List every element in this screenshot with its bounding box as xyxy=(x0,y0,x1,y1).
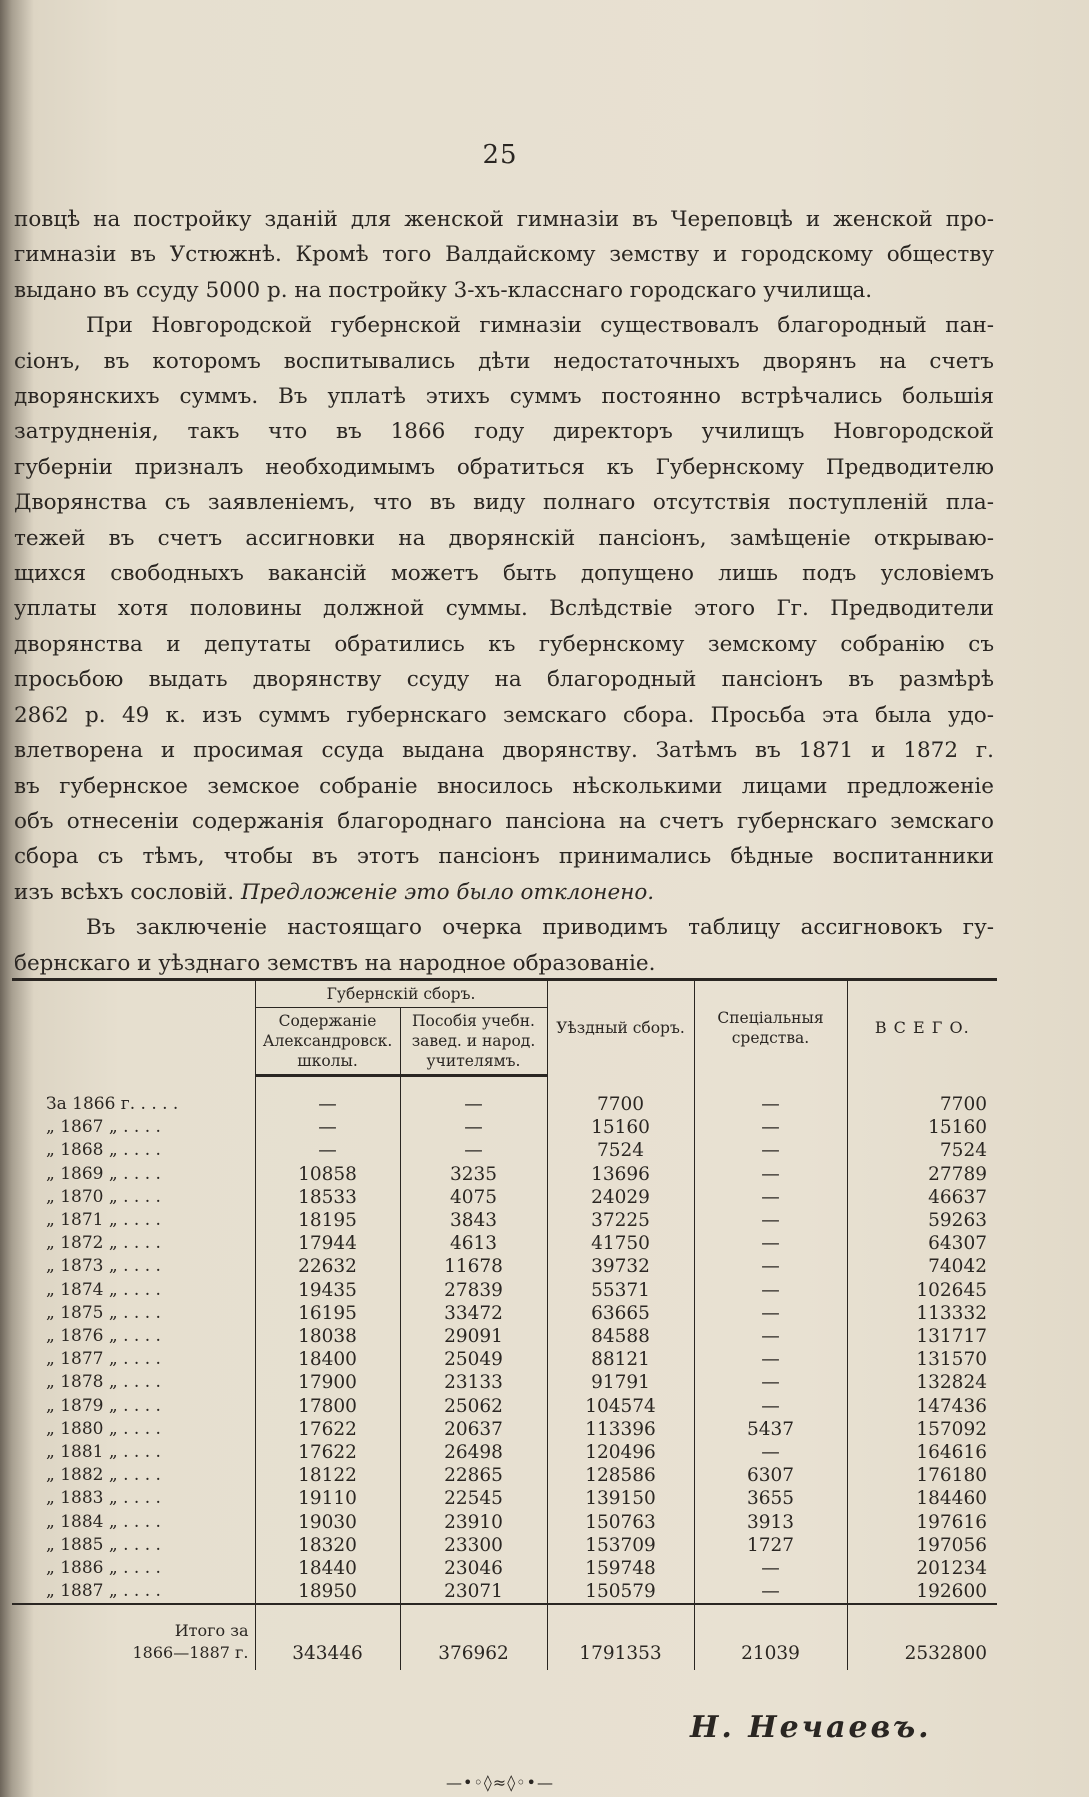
cell-year: „ 1871 „ . . . . xyxy=(46,1210,161,1231)
cell-total: 184460 xyxy=(847,1487,997,1510)
cell-year: „ 1881 „ . . . . xyxy=(46,1442,161,1463)
cell-year: „ 1882 „ . . . . xyxy=(46,1465,161,1486)
cell-uezd: 63665 xyxy=(547,1302,694,1325)
cell-posobiya: 23300 xyxy=(400,1534,547,1557)
table-row xyxy=(12,1580,997,1604)
cell-special: — xyxy=(694,1580,847,1604)
cell-total: 27789 xyxy=(847,1163,997,1186)
cell-special: — xyxy=(694,1557,847,1580)
cell-posobiya: 11678 xyxy=(400,1255,547,1278)
table-row xyxy=(12,1534,997,1557)
table-row xyxy=(12,1232,997,1255)
text-line: уплаты хотя половины должной суммы. Вслѣдствіе этого Гг. Предводители xyxy=(14,596,994,622)
cell-posobiya: 22865 xyxy=(400,1464,547,1487)
cell-special: 6307 xyxy=(694,1464,847,1487)
text-line: повцѣ на постройку зданій для женской гимназіи въ Череповцѣ и женской про- xyxy=(14,207,994,232)
spacer-cell xyxy=(400,1076,547,1094)
cell-school: 17900 xyxy=(255,1371,400,1394)
text-line: тежей въ счетъ ассигновки на дворянскій пансіонъ, замѣщеніе открываю- xyxy=(14,525,994,551)
cell-school: 19435 xyxy=(255,1279,400,1302)
total-posobiya: 376962 xyxy=(400,1604,547,1670)
cell-posobiya: 27839 xyxy=(400,1279,547,1302)
cell-year: „ 1877 „ . . . . xyxy=(46,1349,161,1370)
cell-total: 131570 xyxy=(847,1348,997,1371)
cell-year: „ 1869 „ . . . . xyxy=(46,1163,161,1184)
cell-year: „ 1884 „ . . . . xyxy=(46,1511,161,1532)
table-body xyxy=(12,1076,997,1605)
italic-sentence: Предложеніе это было отклонено. xyxy=(240,879,655,905)
cell-posobiya: 23046 xyxy=(400,1557,547,1580)
paragraphs xyxy=(14,202,994,981)
cell-total: 201234 xyxy=(847,1557,997,1580)
table-row xyxy=(12,1209,997,1232)
cell-year: „ 1886 „ . . . . xyxy=(46,1558,161,1579)
cell-school: 18038 xyxy=(255,1325,400,1348)
cell-total: 176180 xyxy=(847,1464,997,1487)
text-line: просьбою выдать дворянству ссуду на благородный пансіонъ въ размѣрѣ xyxy=(14,667,994,693)
allocations-table-wrap xyxy=(12,978,997,1694)
cell-special: 3655 xyxy=(694,1487,847,1510)
cell-posobiya: 4613 xyxy=(400,1232,547,1255)
cell-special: — xyxy=(694,1441,847,1464)
cell-total: 164616 xyxy=(847,1441,997,1464)
cell-uezd: 150579 xyxy=(547,1580,694,1604)
cell-special: — xyxy=(694,1302,847,1325)
cell-school: 18440 xyxy=(255,1557,400,1580)
spacer-cell xyxy=(547,1076,694,1094)
cell-posobiya: 26498 xyxy=(400,1441,547,1464)
cell-uezd: 24029 xyxy=(547,1186,694,1209)
cell-total: 59263 xyxy=(847,1209,997,1232)
gub-school-header: Содержаніе Александровск. школы. xyxy=(255,1008,400,1076)
total-school: 343446 xyxy=(255,1604,400,1670)
cell-total: 132824 xyxy=(847,1371,997,1394)
spacer-cell xyxy=(694,1076,847,1094)
cell-posobiya: 23910 xyxy=(400,1511,547,1534)
cell-uezd: 104574 xyxy=(547,1395,694,1418)
cell-uezd: 153709 xyxy=(547,1534,694,1557)
text-line: щихся свободныхъ вакансій можетъ быть допущено лишь подъ условіемъ xyxy=(14,561,994,587)
cell-uezd: 128586 xyxy=(547,1464,694,1487)
text-segment: изъ всѣхъ сословій. xyxy=(14,879,235,905)
cell-uezd: 55371 xyxy=(547,1279,694,1302)
cell-school: 18122 xyxy=(255,1464,400,1487)
cell-school: 18533 xyxy=(255,1186,400,1209)
cell-posobiya: 23071 xyxy=(400,1580,547,1604)
cell-posobiya: — xyxy=(400,1139,547,1162)
cell-posobiya: 25049 xyxy=(400,1348,547,1371)
table-row xyxy=(12,1418,997,1441)
cell-special: — xyxy=(694,1163,847,1186)
cell-uezd: 7700 xyxy=(547,1093,694,1116)
cell-school: 17622 xyxy=(255,1418,400,1441)
cell-uezd: 91791 xyxy=(547,1371,694,1394)
cell-posobiya: 3235 xyxy=(400,1163,547,1186)
cell-special: — xyxy=(694,1116,847,1139)
text-line: бернскаго и уѣзднаго земствъ на народное образованіе. xyxy=(14,950,656,976)
table-row xyxy=(12,1511,997,1534)
cell-school: — xyxy=(255,1093,400,1116)
cell-year: За 1866 г. . . . . xyxy=(46,1094,179,1114)
text-line: влетворена и просимая ссуда выдана дворянству. Затѣмъ въ 1871 и 1872 г. xyxy=(14,738,994,764)
cell-school: 16195 xyxy=(255,1302,400,1325)
text-line: дворянскихъ суммъ. Въ уплатѣ этихъ суммъ постоянно встрѣчались большія xyxy=(14,384,994,410)
cell-special: — xyxy=(694,1371,847,1394)
table-row xyxy=(12,1464,997,1487)
cell-total: 197056 xyxy=(847,1534,997,1557)
cell-year: „ 1868 „ . . . . xyxy=(46,1140,161,1161)
cell-posobiya: 29091 xyxy=(400,1325,547,1348)
cell-year: „ 1870 „ . . . . xyxy=(46,1186,161,1207)
cell-uezd: 88121 xyxy=(547,1348,694,1371)
cell-total: 192600 xyxy=(847,1580,997,1604)
cell-posobiya: 20637 xyxy=(400,1418,547,1441)
cell-posobiya: 4075 xyxy=(400,1186,547,1209)
cell-total: 131717 xyxy=(847,1325,997,1348)
cell-special: — xyxy=(694,1209,847,1232)
allocations-table xyxy=(12,978,997,1670)
text-line: сбора съ тѣмъ, чтобы въ этотъ пансіонъ принимались бѣдные воспитанники xyxy=(14,844,994,870)
cell-special: — xyxy=(694,1255,847,1278)
cell-total: 15160 xyxy=(847,1116,997,1139)
cell-school: 17622 xyxy=(255,1441,400,1464)
cell-uezd: 7524 xyxy=(547,1139,694,1162)
cell-special: — xyxy=(694,1348,847,1371)
totals-label-line1: Итого за xyxy=(174,1621,249,1641)
cell-uezd: 41750 xyxy=(547,1232,694,1255)
cell-year: „ 1873 „ . . . . xyxy=(46,1256,161,1277)
gub-group-header: Губернскій сборъ. xyxy=(255,980,547,1008)
table-row xyxy=(12,1302,997,1325)
cell-posobiya: 25062 xyxy=(400,1395,547,1418)
cell-uezd: 113396 xyxy=(547,1418,694,1441)
table-row xyxy=(12,1395,997,1418)
spacer-cell xyxy=(12,1076,255,1094)
page-number: 25 xyxy=(482,140,518,170)
cell-school: — xyxy=(255,1139,400,1162)
cell-special: 1727 xyxy=(694,1534,847,1557)
totals-label xyxy=(12,1604,255,1670)
cell-total: 7524 xyxy=(847,1139,997,1162)
text-line: Дворянства съ заявленіемъ, что въ виду полнаго отсутствія поступленій пла- xyxy=(14,490,994,516)
spacer-cell xyxy=(847,1076,997,1094)
cell-uezd: 13696 xyxy=(547,1163,694,1186)
body-text xyxy=(14,202,994,981)
cell-year: „ 1875 „ . . . . xyxy=(46,1302,161,1323)
gub-posobiya-header: Пособія учебн. завед. и народ. учителямъ. xyxy=(400,1008,547,1076)
text-line: выдано въ ссуду 5000 р. на постройку 3-хъ-класснаго городскаго училища. xyxy=(14,277,873,303)
cell-year: „ 1878 „ . . . . xyxy=(46,1372,161,1393)
cell-total: 46637 xyxy=(847,1186,997,1209)
cell-year: „ 1880 „ . . . . xyxy=(46,1418,161,1439)
cell-year: „ 1867 „ . . . . xyxy=(46,1117,161,1138)
cell-posobiya: 22545 xyxy=(400,1487,547,1510)
cell-school: 18400 xyxy=(255,1348,400,1371)
cell-total: 113332 xyxy=(847,1302,997,1325)
ornament: —•◦◊≈◊◦•— xyxy=(446,1773,554,1792)
cell-uezd: 139150 xyxy=(547,1487,694,1510)
text-line: затрудненія, такъ что въ 1866 году директоръ училищъ Новгородской xyxy=(14,419,994,445)
cell-special: 5437 xyxy=(694,1418,847,1441)
author-signature: Н. Нечаевъ. xyxy=(690,1710,932,1745)
table-row xyxy=(12,1163,997,1186)
cell-total: 157092 xyxy=(847,1418,997,1441)
table-row xyxy=(12,1186,997,1209)
cell-uezd: 39732 xyxy=(547,1255,694,1278)
text-line: 2862 р. 49 к. изъ суммъ губернскаго земскаго сбора. Просьба эта была удо- xyxy=(14,702,994,728)
cell-posobiya: 3843 xyxy=(400,1209,547,1232)
cell-posobiya: 33472 xyxy=(400,1302,547,1325)
cell-total: 102645 xyxy=(847,1279,997,1302)
spacer-row xyxy=(12,1076,997,1094)
cell-special: — xyxy=(694,1232,847,1255)
table-row xyxy=(12,1255,997,1278)
cell-uezd: 84588 xyxy=(547,1325,694,1348)
cell-total: 64307 xyxy=(847,1232,997,1255)
cell-special: — xyxy=(694,1279,847,1302)
cell-special: — xyxy=(694,1395,847,1418)
spacer-cell xyxy=(255,1076,400,1094)
cell-special: — xyxy=(694,1325,847,1348)
cell-special: — xyxy=(694,1139,847,1162)
uezd-header: Уѣздный сборъ. xyxy=(547,980,694,1076)
cell-total: 7700 xyxy=(847,1093,997,1116)
cell-school: 17944 xyxy=(255,1232,400,1255)
table-row xyxy=(12,1348,997,1371)
cell-special: 3913 xyxy=(694,1511,847,1534)
cell-school: 19110 xyxy=(255,1487,400,1510)
cell-school: 19030 xyxy=(255,1511,400,1534)
table-row xyxy=(12,1441,997,1464)
cell-uezd: 15160 xyxy=(547,1116,694,1139)
text-line: гимназіи въ Устюжнѣ. Кромѣ того Валдайскому земству и городскому обществу xyxy=(14,242,994,268)
cell-school: 10858 xyxy=(255,1163,400,1186)
cell-year: „ 1883 „ . . . . xyxy=(46,1488,161,1509)
text-line: въ губернское земское собраніе вносилось нѣсколькими лицами предложеніе xyxy=(14,773,994,799)
cell-year: „ 1876 „ . . . . xyxy=(46,1326,161,1347)
table-row xyxy=(12,1139,997,1162)
special-header: Спеціальныя средства. xyxy=(694,980,847,1076)
year-header xyxy=(12,980,255,1076)
cell-special: — xyxy=(694,1093,847,1116)
cell-uezd: 37225 xyxy=(547,1209,694,1232)
cell-uezd: 120496 xyxy=(547,1441,694,1464)
cell-school: 18320 xyxy=(255,1534,400,1557)
total-special: 21039 xyxy=(694,1604,847,1670)
cell-school: 18195 xyxy=(255,1209,400,1232)
table-row xyxy=(12,1557,997,1580)
cell-school: 17800 xyxy=(255,1395,400,1418)
text-line xyxy=(14,875,994,910)
cell-school: 22632 xyxy=(255,1255,400,1278)
cell-special: — xyxy=(694,1186,847,1209)
cell-posobiya: — xyxy=(400,1093,547,1116)
text-line: дворянства и депутаты обратились къ губернскому земскому собранію съ xyxy=(14,631,994,657)
table-row xyxy=(12,1325,997,1348)
cell-total: 197616 xyxy=(847,1511,997,1534)
cell-school: 18950 xyxy=(255,1580,400,1604)
cell-posobiya: — xyxy=(400,1116,547,1139)
table-row xyxy=(12,1093,997,1116)
cell-uezd: 150763 xyxy=(547,1511,694,1534)
cell-year: „ 1874 „ . . . . xyxy=(46,1279,161,1300)
cell-year: „ 1887 „ . . . . xyxy=(46,1581,161,1602)
grand-total: 2532800 xyxy=(847,1604,997,1670)
table-row xyxy=(12,1371,997,1394)
cell-total: 147436 xyxy=(847,1395,997,1418)
text-line: При Новгородской губернской гимназіи существовалъ благородный пан- xyxy=(86,313,994,339)
cell-school: — xyxy=(255,1116,400,1139)
cell-uezd: 159748 xyxy=(547,1557,694,1580)
text-line: Въ заключеніе настоящаго очерка приводимъ таблицу ассигновокъ гу- xyxy=(86,915,994,941)
table-row xyxy=(12,1279,997,1302)
total-header: В С Е Г О. xyxy=(847,980,997,1076)
table-row xyxy=(12,1116,997,1139)
total-uezd: 1791353 xyxy=(547,1604,694,1670)
totals-row xyxy=(12,1604,997,1670)
text-line: сіонъ, въ которомъ воспитывались дѣти недостаточныхъ дворянъ на счетъ xyxy=(14,348,994,374)
totals-label-line2: 1866—1887 г. xyxy=(132,1643,249,1663)
text-line: объ отнесеніи содержанія благороднаго пансіона на счетъ губернскаго земскаго xyxy=(14,808,994,834)
cell-total: 74042 xyxy=(847,1255,997,1278)
cell-year: „ 1879 „ . . . . xyxy=(46,1395,161,1416)
table-row xyxy=(12,1487,997,1510)
cell-year: „ 1885 „ . . . . xyxy=(46,1534,161,1555)
text-line: губерніи призналъ необходимымъ обратиться къ Губернскому Предводителю xyxy=(14,454,994,480)
cell-posobiya: 23133 xyxy=(400,1371,547,1394)
cell-year: „ 1872 „ . . . . xyxy=(46,1233,161,1254)
